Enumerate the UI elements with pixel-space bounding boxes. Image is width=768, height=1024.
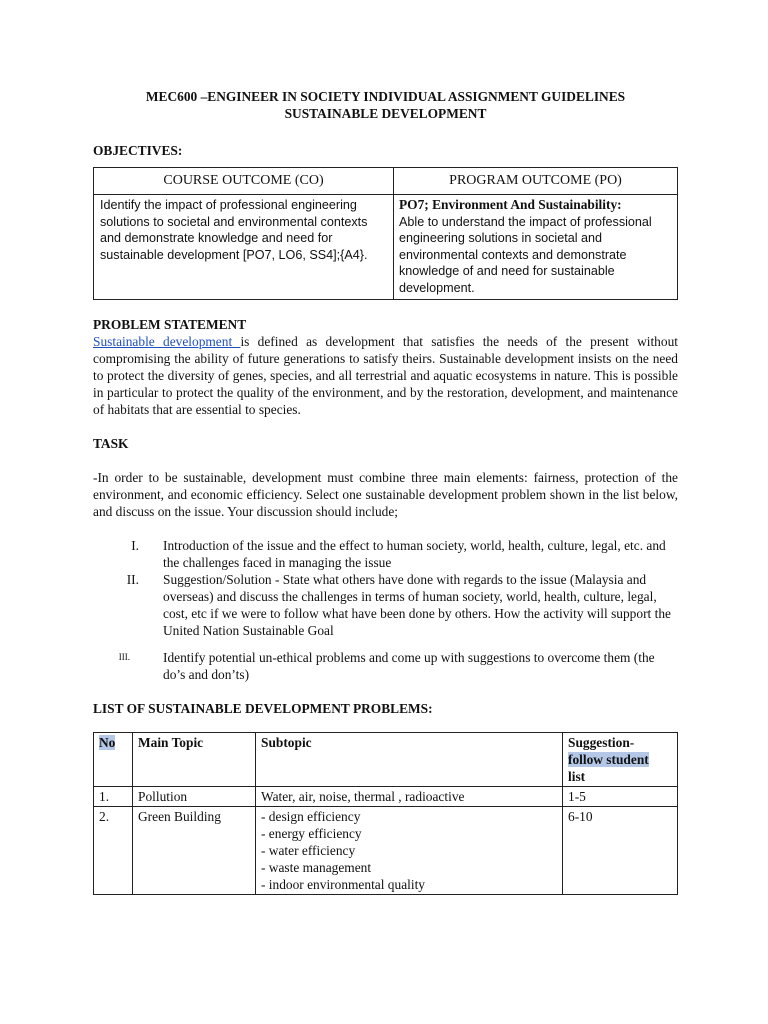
list-item bbox=[93, 537, 678, 571]
po-text: Able to understand the impact of professional engineering solutions in societal and environmental contexts and demonstrate knowledge of and need for sustainable development. bbox=[399, 214, 652, 295]
objectives-table bbox=[93, 167, 678, 300]
list-heading: LIST OF SUSTAINABLE DEVELOPMENT PROBLEMS: bbox=[93, 700, 433, 716]
co-header: COURSE OUTCOME (CO) bbox=[94, 168, 394, 195]
header-no bbox=[94, 732, 133, 786]
table-row bbox=[94, 806, 678, 894]
header-subtopic: Subtopic bbox=[256, 732, 563, 786]
list-number: II. bbox=[126, 571, 139, 587]
cell-main-topic: Green Building bbox=[133, 806, 256, 894]
cell-no: 1. bbox=[94, 786, 133, 806]
task-intro: -In order to be sustainable, development must combine three main elements: fairness, protection of the environment, and economic efficiency. Select one sustainable development problem shown in the list below, and discuss on the issue. Your discussion should include; bbox=[93, 469, 678, 519]
problem-heading: PROBLEM STATEMENT bbox=[93, 316, 247, 332]
list-text: Suggestion/Solution - State what others have done with regards to the issue (Malaysia and overseas) and discuss the challenges in terms of human society, world, health, culture, legal, cost, etc if we were to follow what have been done by others. How the activity will support the United Nation Sustainable Goal bbox=[163, 571, 671, 638]
list-number: I. bbox=[131, 537, 139, 553]
header-suggestion-line-3: list bbox=[568, 768, 586, 784]
cell-suggestion: 1-5 bbox=[563, 786, 678, 806]
list-number: III. bbox=[118, 651, 130, 662]
subtopic-line: - waste management bbox=[261, 859, 372, 875]
subtopic-line: - indoor environmental quality bbox=[261, 876, 425, 892]
document-page bbox=[93, 88, 678, 895]
cell-no: 2. bbox=[94, 806, 133, 894]
list-item bbox=[93, 571, 678, 639]
cell-subtopic bbox=[256, 806, 563, 894]
header-suggestion-line-1: Suggestion- bbox=[568, 734, 635, 750]
problems-table bbox=[93, 732, 678, 895]
sustainable-development-link[interactable]: Sustainable development bbox=[93, 333, 241, 349]
list-text: Introduction of the issue and the effect to human society, world, health, culture, legal, etc. and the challenges faced in managing the issue bbox=[163, 537, 666, 570]
po-header: PROGRAM OUTCOME (PO) bbox=[394, 168, 678, 195]
document-title bbox=[93, 88, 678, 122]
header-suggestion-line-2: follow student bbox=[568, 751, 649, 767]
subtopic-line: - energy efficiency bbox=[261, 825, 362, 841]
title-line-1: MEC600 –ENGINEER IN SOCIETY INDIVIDUAL ASSIGNMENT GUIDELINES bbox=[145, 89, 626, 104]
header-suggestion bbox=[563, 732, 678, 786]
po-title: PO7; Environment And Sustainability: bbox=[399, 197, 622, 212]
po-cell bbox=[394, 195, 678, 300]
header-no-label: No bbox=[99, 734, 116, 750]
header-main-topic: Main Topic bbox=[133, 732, 256, 786]
cell-subtopic: Water, air, noise, thermal , radioactive bbox=[256, 786, 563, 806]
subtopic-line: - design efficiency bbox=[261, 808, 361, 824]
table-row bbox=[94, 786, 678, 806]
list-text: Identify potential un-ethical problems and come up with suggestions to overcome them (the do’s and don’ts) bbox=[163, 649, 655, 682]
objectives-heading: OBJECTIVES: bbox=[93, 143, 183, 158]
list-item bbox=[93, 649, 678, 683]
cell-suggestion: 6-10 bbox=[563, 806, 678, 894]
task-heading: TASK bbox=[93, 435, 129, 451]
subtopic-line: - water efficiency bbox=[261, 842, 356, 858]
problem-text bbox=[93, 333, 678, 418]
co-cell: Identify the impact of professional engineering solutions to societal and environmental contexts and demonstrate knowledge and need for sustainable development [PO7, LO6, SS4];{A4}. bbox=[94, 195, 394, 300]
cell-main-topic: Pollution bbox=[133, 786, 256, 806]
task-list bbox=[93, 537, 678, 683]
title-line-2: SUSTAINABLE DEVELOPMENT bbox=[284, 106, 487, 121]
problem-body: is defined as development that satisfies the needs of the present without compromising the ability of future generations to satisfy theirs. Sustainable development insists on the need to protect the diversity of genes, species, and all terrestrial and aquatic ecosystems in nature. This is possible in particular to protect the quality of the environment, and by the restoration, development, and maintenance of habitats that are essential to species. bbox=[93, 333, 678, 417]
